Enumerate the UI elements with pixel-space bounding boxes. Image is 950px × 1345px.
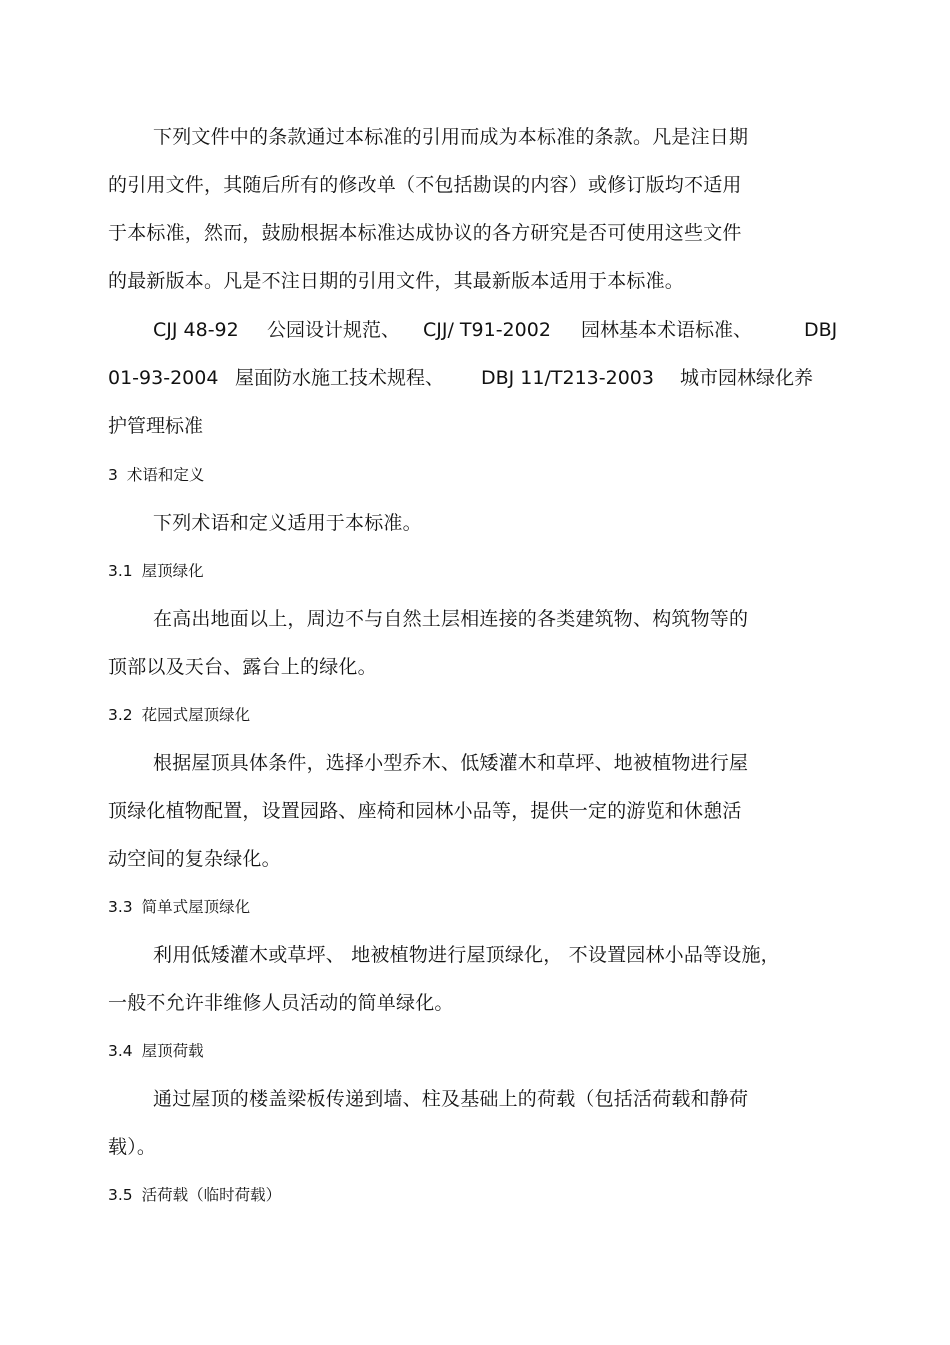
term-line: 一般不允许非维修人员活动的简单绿化。: [108, 992, 454, 1014]
term-title: 花园式屋顶绿化: [141, 706, 251, 724]
term-line: 在高出地面以上，周边不与自然土层相连接的各类建筑物、构筑物等的: [153, 608, 749, 630]
term-line: 动空间的复杂绿化。: [108, 848, 281, 870]
term-line: 利用低矮灌木或草坪、 地被植物进行屋顶绿化， 不设置园林小品等设施，: [153, 944, 780, 966]
term-line: 顶部以及天台、露台上的绿化。: [108, 656, 377, 678]
term-number: 3.4: [108, 1042, 133, 1060]
ref-code: CJJ 48-92: [153, 319, 239, 341]
term-heading: [108, 705, 250, 725]
ref-code: CJJ/ T91-2002: [423, 319, 551, 341]
ref-code: DBJ 11/T213-2003: [481, 367, 654, 389]
term-heading: [108, 561, 204, 581]
term-title: 屋顶绿化: [141, 562, 204, 580]
intro-line-2: 的引用文件，其随后所有的修改单（不包括勘误的内容）或修订版均不适用: [108, 174, 742, 196]
ref-title: 城市园林绿化养: [680, 367, 814, 389]
ref-code: DBJ: [804, 319, 838, 341]
ref-title: 园林基本术语标准、: [581, 319, 753, 341]
term-number: 3.1: [108, 562, 133, 580]
ref-title: 公园设计规范、: [267, 319, 401, 341]
term-heading: [108, 897, 250, 917]
term-line: 通过屋顶的楼盖梁板传递到墙、柱及基础上的荷载（包括活荷载和静荷: [153, 1088, 749, 1110]
term-line: 根据屋顶具体条件，选择小型乔木、低矮灌木和草坪、地被植物进行屋: [153, 752, 749, 774]
term-heading: [108, 1041, 204, 1061]
intro-line-1: 下列文件中的条款通过本标准的引用而成为本标准的条款。凡是注日期: [153, 126, 749, 148]
term-line: 顶绿化植物配置，设置园路、座椅和园林小品等，提供一定的游览和休憩活: [108, 800, 742, 822]
intro-line-3: 于本标准，然而，鼓励根据本标准达成协议的各方研究是否可使用这些文件: [108, 222, 742, 244]
ref-title: 屋面防水施工技术规程、: [235, 367, 445, 389]
term-title: 活荷载（临时荷载）: [141, 1186, 282, 1204]
section-intro: 下列术语和定义适用于本标准。: [153, 512, 422, 534]
ref-code: 01-93-2004: [108, 367, 219, 389]
section-title: 术语和定义: [126, 466, 205, 484]
ref-title: 护管理标准: [108, 415, 204, 437]
term-line: 载）。: [108, 1136, 157, 1158]
term-number: 3.3: [108, 898, 133, 916]
intro-line-4: 的最新版本。凡是不注日期的引用文件，其最新版本适用于本标准。: [108, 270, 685, 292]
section-number: 3: [108, 466, 118, 484]
section-heading: [108, 465, 204, 485]
term-number: 3.5: [108, 1186, 133, 1204]
term-heading: [108, 1185, 281, 1205]
term-title: 屋顶荷载: [141, 1042, 204, 1060]
term-number: 3.2: [108, 706, 133, 724]
term-title: 简单式屋顶绿化: [141, 898, 251, 916]
